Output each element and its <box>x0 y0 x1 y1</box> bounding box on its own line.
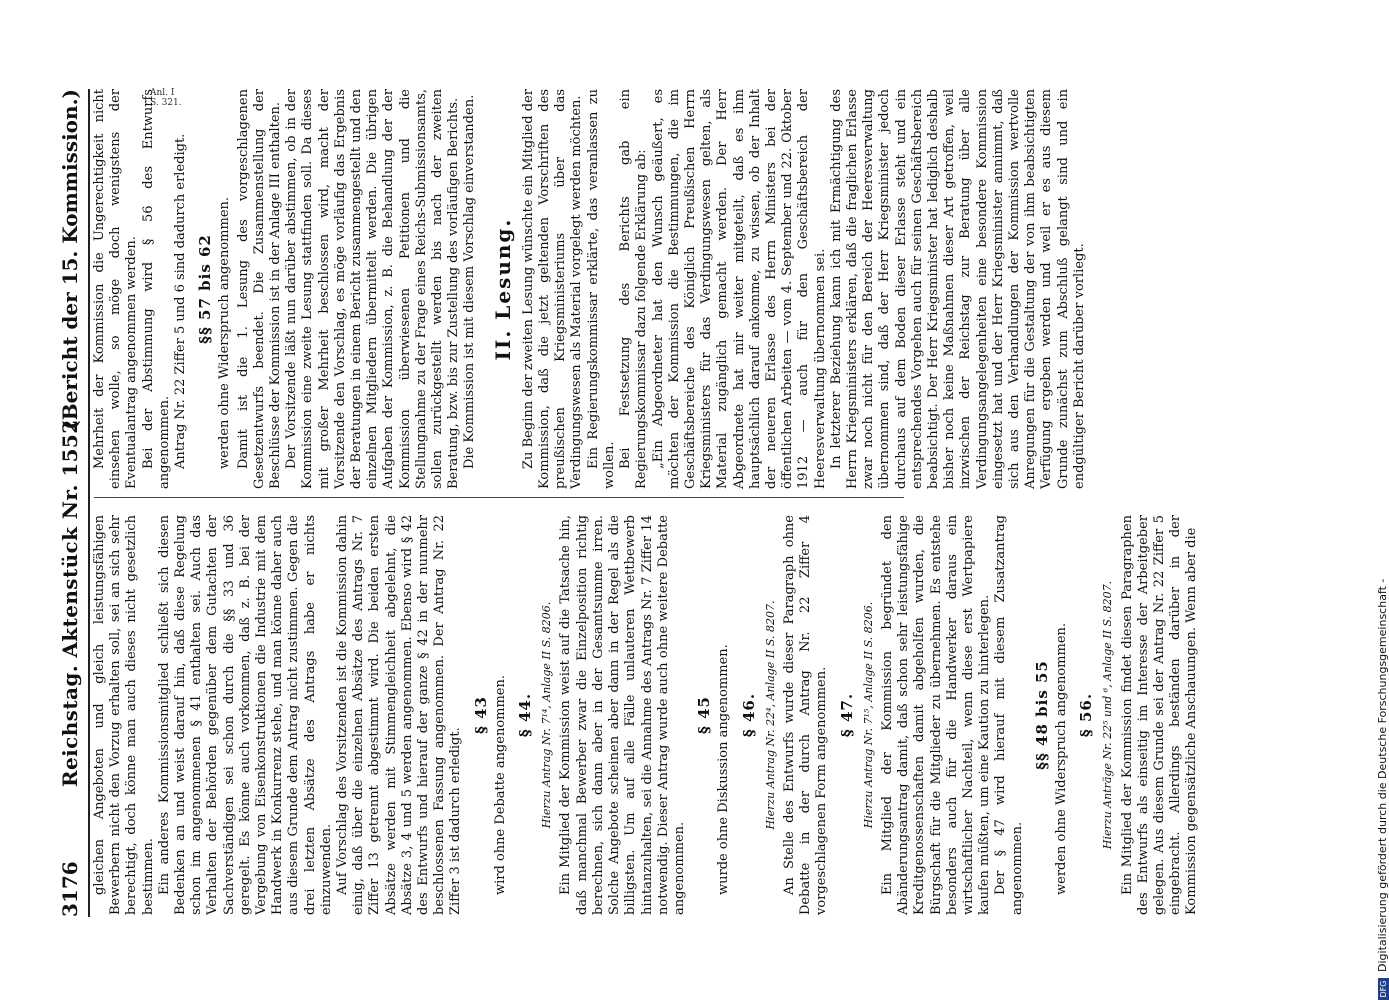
paragraph: werden ohne Widerspruch angenommen. <box>1053 622 1069 895</box>
paragraph: werden ohne Widerspruch angenommen. <box>217 196 233 469</box>
left-column <box>92 515 1201 915</box>
motion-note: Hierzu Antrag Nr. 7¹⁵, Anlage II S. 8206. <box>861 601 875 829</box>
paragraph: Mehrheit der Kommission die Ungerechtigkeit nicht einsehen wolle, so möge doch wenigstens der Eventualantrag angenommen werden. <box>92 89 140 489</box>
paragraph: Ein Mitglied der Kommission findet diesen Paragraphen des Entwurfs als einseitig im Interesse der Arbeitgeber gelegen. Aus diesem Grunde sei der Antrag Nr. 22 Ziffer 5 eingebracht. Allerdings beständen darüber in der Kommission gegensätzliche Anschauungen. Wenn aber die <box>1119 515 1200 915</box>
reading-heading: II. Lesung. <box>490 217 515 361</box>
paragraph: Ein anderes Kommissionsmitglied schließt sich diesen Bedenken an und weist darauf hin, daß diese Regelung schon im angenommenen § 41 enthalten sei. Auch das Verhalten der Behörden gegenüber dem Gutachten der Sachverständigen sei schon durch die §§ 33 und 36 geregelt. Es könne auch vorkommen, daß z. B. bei der Vergebung von Eisenkonstruktionen die Industrie mit dem Handwerk in Konkurrenz stehe, und man könne daher auch aus diesem Grunde dem Antrag nicht zustimmen. Gegen die drei letzten Absätze des Antrags habe er nichts einzuwenden. <box>156 515 334 915</box>
paragraph: Ein Mitglied der Kommission weist auf die Tatsache hin, daß manchmal Bewerber zwar die Einzelposition richtig berechnen, sich dann aber in der Gesamtsumme irren. Solche Angebote scheinen aber dann in der Regel als die billigsten. Um auf alle Fälle unlauteren Wettbewerb hintanzuhalten, sei die Annahme des Antrags Nr. 7 Ziffer 14 notwendig. Dieser Antrag wurde auch ohne weitere Debatte angenommen. <box>558 515 687 915</box>
page-number: 3176 <box>58 861 82 917</box>
paragraph: Der § 47 wird hierauf mit diesem Zusatzantrag angenommen. <box>993 515 1025 915</box>
margin-note: Anl. I S. 321. <box>150 88 182 108</box>
paragraph: Antrag Nr. 22 Ziffer 5 und 6 sind dadurch erledigt. <box>173 133 189 469</box>
header-title: Reichstag. Aktenstück Nr. 1552. <box>58 412 82 787</box>
motion-note: Hierzu Antrag Nr. 7¹⁴, Anlage II S. 8206. <box>540 601 554 829</box>
footer-text: Digitalisierung gefördert durch die Deutsche Forschungsgemeinschaft - <box>1376 578 1389 972</box>
dfg-logo-icon: DFG <box>1378 978 1389 1000</box>
section-heading: § 44. <box>516 692 535 738</box>
motion-note: Hierzu Anträge Nr. 22⁵ und ⁶, Anlage II S. 8207. <box>1101 580 1115 850</box>
paragraph: gleichen Angeboten und gleich leistungsfähigen Bewerbern nicht den Vorzug erhalten soll, sei an sich sehr berechtigt, doch könne man auch dieses nicht gesetzlich bestimmen. <box>92 515 156 915</box>
section-heading: §§ 48 bis 55 <box>1032 660 1051 770</box>
section-heading: § 47. <box>837 692 856 738</box>
paragraph: Auf Vorschlag des Vorsitzenden ist die Kommission dahin einig, daß über die einzelnen Absätze des Antrags Nr. 7 Ziffer 13 getrennt abgestimmt wird. Die beiden ersten Absätze werden mit Stimmengleichheit abgelehnt, die Absätze 3, 4 und 5 werden angenommen. Ebenso wird § 42 des Entwurfs und hierauf der ganze § 42 in der nunmehr beschlossenen Fassung angenommen. Der Antrag Nr. 22 Ziffer 3 ist dadurch erledigt. <box>335 515 464 915</box>
paragraph: wird ohne Debatte angenommen. <box>492 674 508 895</box>
right-column <box>92 89 1088 489</box>
paragraph: Bei Festsetzung des Berichts gab ein Regierungskommissar dazu folgende Erklärung ab: <box>618 89 650 489</box>
section-heading: § 45 <box>695 696 714 734</box>
paragraph: In letzterer Beziehung kann ich mit Ermächtigung des Herrn Kriegsministers erklären, daß die fraglichen Erlasse zwar noch nicht für den Bereich der Heeresverwaltung übernommen sind, daß der Herr Kriegsminister jedoch durchaus auf dem Boden dieser Erlasse steht und ein entsprechendes Vorgehen auch für seinen Geschäftsbereich beabsichtigt. Der Herr Kriegsminister hat lediglich deshalb bisher noch keine Maßnahmen dieser Art getroffen, weil inzwischen der Reichstag zur Beratung über alle Verdingungsangelegenheiten eine besondere Kommission eingesetzt hat und der Herr Kriegsminister annimmt, daß sich aus den Verhandlungen der Kommission wertvolle Anregungen für die Gestaltung der von ihm beabsichtigten Verfügung ergeben werden und weil er es aus diesem Grunde zunächst zum Abschluß gelangt sind und ein endgültiger Bericht darüber vorliegt. <box>828 89 1087 489</box>
paragraph: Ein Regierungskommissar erklärte, das veranlassen zu wollen. <box>585 89 617 489</box>
paragraph: Damit ist die 1. Lesung des vorgeschlagenen Gesetzentwurfs beendet. Die Zusammenstellung der Beschlüsse der Kommission ist in der Anlage III enthalten. <box>235 89 284 489</box>
column-divider <box>94 497 904 498</box>
paragraph: Bei der Abstimmung wird § 56 des Entwurfs angenommen. <box>140 89 172 489</box>
header-report: (Bericht der 15. Kommission.) <box>58 89 82 430</box>
paragraph: Der Vorsitzende läßt nun darüber abstimmen, ob in der Kommission eine zweite Lesung stattfinden soll. Da dieses mit großer Mehrheit beschlossen wird, macht der Vorsitzende den Vorschlag, es möge vorläufig das Ergebnis der Beratungen in einem Bericht zusammengestellt und den einzelnen Mitgliedern übermittelt werden. Die übrigen Aufgaben der Kommission, z. B. die Behandlung der der Kommission überwiesenen Petitionen und die Stellungnahme zu der Frage eines Reichs-Submissionsamts, sollen zurückgestellt werden bis nach der zweiten Beratung, bzw. bis zur Zustellung des vorläufigen Berichts. <box>284 89 462 489</box>
paragraph: An Stelle des Entwurfs wurde dieser Paragraph ohne Debatte in der durch Antrag Nr. 22 Ziffer 4 vorgeschlagenen Form angenommen. <box>781 515 830 915</box>
section-heading: § 43 <box>471 696 490 734</box>
paragraph: „Ein Abgeordneter hat den Wunsch geäußert, es möchten der Kommission die Bestimmungen, die im Geschäftsbereiche des Königlich Preußischen Herrn Kriegsministers für das Verdingungswesen gelten, als Material zugänglich gemacht werden. Der Herr Abgeordnete hat mir weiter mitgeteilt, daß es ihm hauptsächlich darauf ankomme, zu wissen, ob der Inhalt der neueren Erlasse des Herrn Ministers bei der öffentlichen Arbeiten — vom 4. September und 22. Oktober 1912 — auch für den Geschäftsbereich der Heeresverwaltung übernommen sei. <box>650 89 828 489</box>
section-heading: § 46. <box>739 692 758 738</box>
paragraph: wurde ohne Diskussion angenommen. <box>716 644 732 895</box>
paragraph: Die Kommission ist mit diesem Vorschlag einverstanden. <box>462 94 478 469</box>
page-header <box>58 89 82 917</box>
footer <box>1369 0 1389 1000</box>
section-heading: §§ 57 bis 62 <box>196 234 215 344</box>
paragraph: Zu Beginn der zweiten Lesung wünschte ein Mitglied der Kommission, daß die jetzt geltenden Vorschriften des preußischen Kriegsministeriums über das Verdingungswesen als Material vorgelegt werden möchten. <box>520 89 585 489</box>
paragraph: Ein Mitglied der Kommission begründet den Abänderungsantrag damit, daß schon sehr leistungsfähige Kreditgenossenschaften damit abgeholfen wurden, die Bürgschaft für die Mitglieder zu übernehmen. Es entstehe besonders auch für die Handwerker daraus ein wirtschaftlicher Nachteil, wenn diese erst Wertpapiere kaufen müßten, um eine Kaution zu hinterlegen. <box>879 515 993 915</box>
section-heading: § 56. <box>1077 692 1096 738</box>
header-rule <box>88 89 90 917</box>
motion-note: Hierzu Antrag Nr. 22⁴, Anlage II S. 8207. <box>763 600 777 830</box>
